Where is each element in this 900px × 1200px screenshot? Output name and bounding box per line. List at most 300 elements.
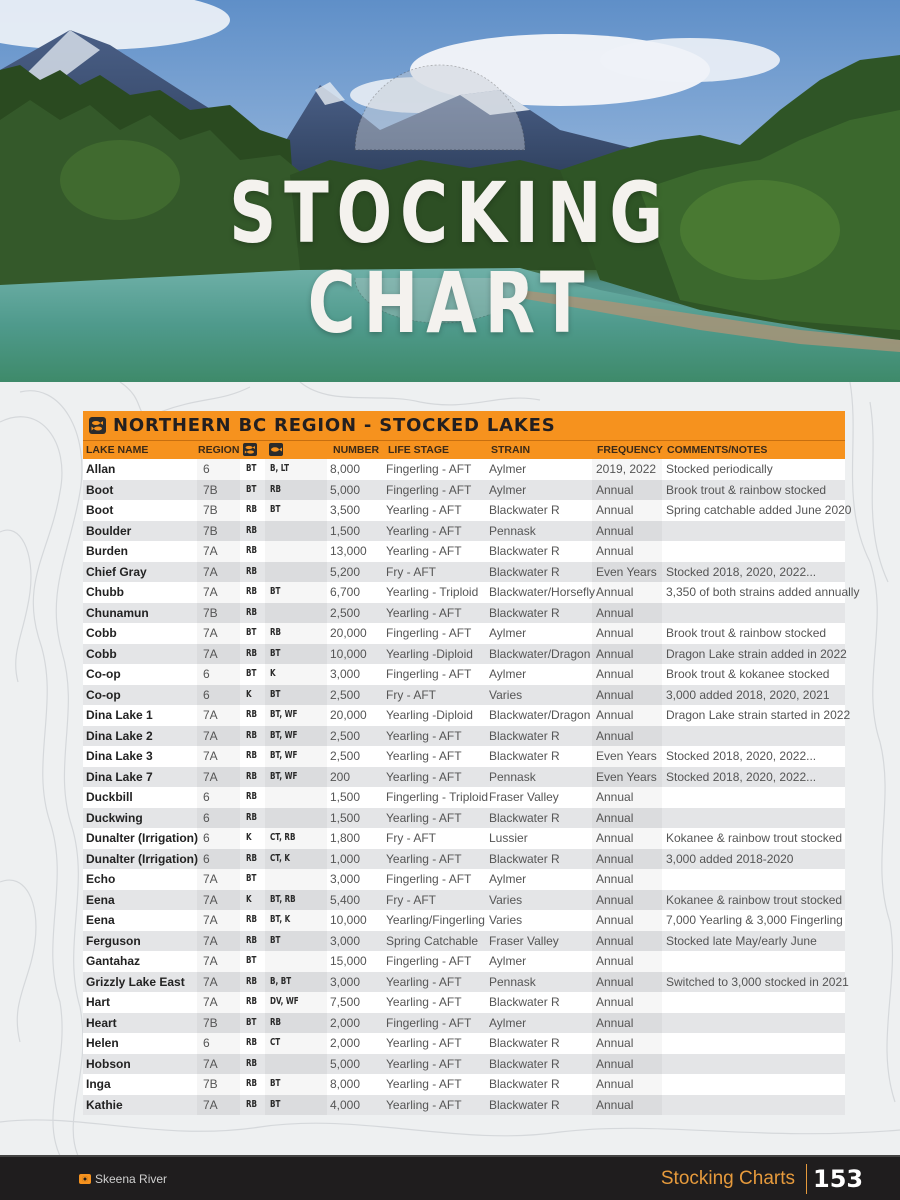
strain-cell: Blackwater/Dragon [489,708,591,722]
frequency-cell: Annual [596,708,634,722]
region-cell: 7A [203,974,218,989]
number-cell: 1,500 [330,523,361,538]
region-cell: 7A [203,708,218,722]
stocked-species-cell: RB [246,770,258,782]
other-species-cell: BT, WF [270,729,298,741]
table-row [83,1095,845,1116]
frequency-cell: Annual [596,872,634,886]
life-stage-cell: Fingerling - AFT [386,667,472,681]
notes-cell: Stocked 2018, 2020, 2022... [666,564,817,579]
strain-cell: Blackwater R [489,544,560,558]
table-row [83,787,845,808]
number-cell: 3,000 [330,933,361,948]
stocked-species-cell: RB [246,791,258,802]
lake-name-cell: Boulder [86,523,132,538]
table-row [83,480,845,501]
table-row [83,746,845,767]
stocked-species-cell: RB [246,1037,258,1048]
table-row [83,869,845,890]
other-species-cell: BT, WF [270,770,298,782]
stocked-species-cell: K [246,832,252,843]
column-shade [265,951,327,972]
table-header-row [83,441,845,459]
strain-cell: Blackwater R [489,851,560,866]
strain-cell: Varies [489,892,523,907]
other-species-cell: B, LT [270,463,290,474]
other-species-cell: K [270,668,276,679]
frequency-cell: Annual [596,503,634,517]
table-body [83,459,860,1115]
other-species-cell: CT [270,1037,281,1048]
frequency-cell: Even Years [596,564,657,579]
life-stage-cell: Yearling - AFT [386,728,462,743]
section-name: Stocking Charts [660,1168,795,1189]
region-cell: 6 [203,851,210,866]
number-cell: 4,000 [330,1097,361,1112]
table-row [83,685,845,706]
notes-cell: Stocked periodically [666,462,773,476]
lake-name-cell: Boot [86,503,114,517]
frequency-cell: Annual [596,954,634,968]
number-cell: 1,500 [330,810,361,825]
frequency-cell: Annual [596,585,634,599]
life-stage-cell: Fingerling - AFT [386,626,472,640]
frequency-cell: Annual [596,995,634,1009]
life-stage-cell: Yearling - AFT [386,503,462,517]
stocked-species-cell: BT [246,627,257,638]
table-title: NORTHERN BC REGION - STOCKED LAKES [113,415,556,436]
other-species-cell: BT, WF [270,709,298,720]
region-cell: 6 [203,687,210,702]
region-cell: 7A [203,585,218,599]
strain-cell: Aylmer [489,872,527,886]
strain-cell: Blackwater R [489,1097,560,1112]
life-stage-cell: Fingerling - AFT [386,482,472,497]
region-cell: 7A [203,749,218,763]
region-cell: 7B [203,523,218,538]
life-stage-cell: Fingerling - AFT [386,954,472,968]
life-stage-cell: Yearling - AFT [386,605,462,620]
table-row [83,828,845,849]
lake-name-cell: Co-op [86,667,121,681]
frequency-cell: Even Years [596,749,657,763]
notes-cell: Dragon Lake strain started in 2022 [666,708,851,722]
column-header-region: REGION [198,444,240,456]
column-shade [265,808,327,829]
number-cell: 2,000 [330,1015,361,1030]
lake-name-cell: Kathie [86,1097,123,1112]
lake-name-cell: Allan [86,462,116,476]
lake-name-cell: Burden [86,544,128,558]
lake-name-cell: Dunalter (Irrigation) [86,831,199,845]
life-stage-cell: Fingerling - AFT [386,462,472,476]
notes-cell: Stocked 2018, 2020, 2022... [666,749,817,763]
region-cell: 6 [203,790,210,804]
other-species-cell: BT [270,647,281,659]
stocked-species-cell: RB [246,852,258,864]
lake-name-cell: Duckwing [86,810,143,825]
strain-cell: Lussier [489,831,528,845]
lake-name-cell: Dunalter (Irrigation) [86,851,199,866]
stocked-species-cell: RB [246,811,258,823]
life-stage-cell: Yearling - AFT [386,1036,462,1050]
stocked-species-cell: RB [246,545,258,556]
frequency-cell: Annual [596,831,634,845]
frequency-cell: Annual [596,605,634,620]
strain-cell: Blackwater R [489,564,560,579]
life-stage-cell: Fingerling - Triploid [386,790,489,804]
number-cell: 10,000 [330,646,367,661]
region-cell: 6 [203,667,210,681]
frequency-cell: Annual [596,810,634,825]
lake-name-cell: Heart [86,1015,117,1030]
column-shade [265,562,327,583]
life-stage-cell: Fingerling - AFT [386,1015,472,1030]
life-stage-cell: Fry - AFT [386,687,436,702]
region-cell: 6 [203,810,210,825]
number-cell: 2,500 [330,728,361,743]
life-stage-cell: Yearling - AFT [386,810,462,825]
camera-icon [79,1174,91,1184]
lake-name-cell: Duckbill [86,790,133,804]
lake-name-cell: Gantahaz [86,954,141,968]
region-cell: 7B [203,1015,218,1030]
lake-name-cell: Chunamun [86,605,149,620]
strain-cell: Blackwater R [489,503,560,517]
other-species-cell: B, BT [270,975,292,987]
life-stage-cell: Yearling -Diploid [386,708,473,722]
notes-cell: Brook trout & kokanee stocked [666,667,830,681]
strain-cell: Aylmer [489,626,527,640]
number-cell: 8,000 [330,462,361,476]
life-stage-cell: Yearling - AFT [386,544,462,558]
stocked-species-cell: RB [246,1098,258,1110]
column-shade [265,521,327,542]
region-cell: 7A [203,872,218,886]
lake-name-cell: Boot [86,482,114,497]
number-cell: 1,800 [330,831,361,845]
number-cell: 3,000 [330,872,361,886]
stocked-species-cell: RB [246,1078,258,1089]
table-row [83,849,845,870]
frequency-cell: Annual [596,913,634,927]
region-cell: 7B [203,605,218,620]
fish-stocked-icon [243,443,257,456]
lake-name-cell: Grizzly Lake East [86,974,185,989]
stocked-species-cell: RB [246,996,258,1007]
other-species-cell: CT, RB [270,832,296,843]
lake-name-cell: Helen [86,1036,119,1050]
stocked-species-cell: RB [246,975,258,987]
number-cell: 2,500 [330,605,361,620]
column-header-strain: STRAIN [491,444,531,456]
number-cell: 5,400 [330,892,361,907]
other-species-cell: BT [270,688,281,700]
life-stage-cell: Yearling - AFT [386,995,462,1009]
frequency-cell: Annual [596,626,634,640]
other-species-cell: DV, WF [270,996,299,1007]
notes-cell: Switched to 3,000 stocked in 2021 [666,974,849,989]
table-row [83,890,845,911]
lake-name-cell: Ferguson [86,933,141,948]
lake-name-cell: Hart [86,995,111,1009]
notes-cell: 3,000 added 2018-2020 [666,851,794,866]
frequency-cell: Annual [596,1097,634,1112]
number-cell: 5,000 [330,1056,361,1071]
stocked-species-cell: RB [246,709,258,720]
stocked-species-cell: K [246,688,252,700]
stocked-species-cell: K [246,893,252,905]
frequency-cell: Annual [596,482,634,497]
strain-cell: Aylmer [489,462,527,476]
number-cell: 1,000 [330,851,361,866]
stocking-table [83,411,860,1115]
strain-cell: Aylmer [489,954,527,968]
region-cell: 7B [203,1077,218,1091]
region-cell: 6 [203,1036,210,1050]
other-species-cell: RB [270,627,282,638]
column-header-life-stage: LIFE STAGE [388,444,450,456]
strain-cell: Blackwater R [489,1036,560,1050]
table-row [83,562,845,583]
stocked-species-cell: RB [246,565,258,577]
life-stage-cell: Yearling - AFT [386,1097,462,1112]
life-stage-cell: Yearling - AFT [386,749,462,763]
lake-name-cell: Dina Lake 2 [86,728,153,743]
column-shade [265,787,327,808]
number-cell: 5,000 [330,482,361,497]
other-species-cell: BT, WF [270,750,298,761]
table-row [83,459,845,480]
life-stage-cell: Fingerling - AFT [386,872,472,886]
strain-cell: Pennask [489,769,536,784]
lake-name-cell: Inga [86,1077,111,1091]
table-row [83,603,845,624]
stocked-species-cell: RB [246,750,258,761]
table-row [83,541,845,562]
other-species-cell: RB [270,1016,282,1028]
other-species-cell: BT [270,934,281,946]
frequency-cell: Annual [596,544,634,558]
frequency-cell: Annual [596,933,634,948]
region-cell: 7A [203,892,218,907]
table-row [83,931,845,952]
number-cell: 13,000 [330,544,367,558]
notes-cell: 3,000 added 2018, 2020, 2021 [666,687,830,702]
life-stage-cell: Fry - AFT [386,831,436,845]
region-cell: 7A [203,1097,218,1112]
region-cell: 6 [203,831,210,845]
lake-name-cell: Hobson [86,1056,131,1071]
table-row [83,767,845,788]
hero-photo [0,0,900,382]
column-header-comments-notes: COMMENTS/NOTES [667,444,768,456]
number-cell: 8,000 [330,1077,361,1091]
strain-cell: Aylmer [489,667,527,681]
notes-cell: Brook trout & rainbow stocked [666,482,827,497]
number-cell: 2,500 [330,749,361,763]
notes-cell: Stocked late May/early June [666,933,817,948]
frequency-cell: Annual [596,687,634,702]
stocked-species-cell: BT [246,1016,257,1028]
strain-cell: Blackwater/Horsefly [489,585,596,599]
fish-icon [89,417,106,434]
region-cell: 7A [203,933,218,948]
stocked-species-cell: RB [246,914,258,925]
table-row [83,1033,845,1054]
life-stage-cell: Yearling - AFT [386,769,462,784]
lake-name-cell: Eena [86,913,115,927]
table-row [83,726,845,747]
number-cell: 2,500 [330,687,361,702]
life-stage-cell: Fry - AFT [386,564,436,579]
stocked-species-cell: BT [246,873,257,884]
region-cell: 7A [203,995,218,1009]
strain-cell: Fraser Valley [489,790,559,804]
life-stage-cell: Yearling - Triploid [386,585,479,599]
lake-name-cell: Eena [86,892,115,907]
strain-cell: Pennask [489,523,536,538]
strain-cell: Blackwater R [489,1077,560,1091]
frequency-cell: Annual [596,851,634,866]
notes-cell: Dragon Lake strain added in 2022 [666,646,847,661]
notes-cell: 3,350 of both strains added annually [666,585,860,599]
lake-name-cell: Co-op [86,687,121,702]
number-cell: 3,000 [330,667,361,681]
stocked-species-cell: BT [246,668,257,679]
number-cell: 1,500 [330,790,361,804]
strain-cell: Varies [489,913,523,927]
lake-name-cell: Dina Lake 1 [86,708,153,722]
table-row [83,582,860,603]
frequency-cell: Annual [596,646,634,661]
stocked-species-cell: BT [246,483,257,495]
page-number: 153 [813,1165,864,1193]
column-header-number: NUMBER [333,444,380,456]
stocked-species-cell: RB [246,647,258,659]
notes-cell: 7,000 Yearling & 3,000 Fingerling [666,913,843,927]
column-shade [265,869,327,890]
strain-cell: Blackwater/Dragon [489,646,591,661]
number-cell: 15,000 [330,954,367,968]
notes-cell: Kokanee & rainbow trout stocked [666,831,843,845]
table-row [83,1054,845,1075]
number-cell: 200 [330,769,351,784]
notes-cell: Brook trout & rainbow stocked [666,626,827,640]
strain-cell: Blackwater R [489,810,560,825]
frequency-cell: Annual [596,1077,634,1091]
stocked-species-cell: BT [246,955,257,966]
other-species-cell: RB [270,483,282,495]
frequency-cell: Annual [596,667,634,681]
number-cell: 5,200 [330,564,361,579]
stocked-species-cell: RB [246,586,258,597]
number-cell: 2,000 [330,1036,361,1050]
region-cell: 7A [203,646,218,661]
life-stage-cell: Yearling - AFT [386,523,462,538]
life-stage-cell: Yearling -Diploid [386,646,473,661]
region-cell: 7A [203,769,218,784]
column-header-frequency: FREQUENCY [597,444,663,456]
region-cell: 7A [203,954,218,968]
number-cell: 20,000 [330,626,367,640]
notes-cell: Spring catchable added June 2020 [666,503,852,517]
frequency-cell: Annual [596,728,634,743]
life-stage-cell: Fry - AFT [386,892,436,907]
strain-cell: Blackwater R [489,1056,560,1071]
strain-cell: Varies [489,687,523,702]
region-cell: 7B [203,503,218,517]
footer-divider [806,1164,807,1194]
stocked-species-cell: RB [246,729,258,741]
frequency-cell: Annual [596,974,634,989]
column-shade [265,603,327,624]
table-row [83,644,845,665]
column-header-lake-name: LAKE NAME [86,444,149,456]
stocked-species-cell: RB [246,504,258,515]
strain-cell: Blackwater R [489,995,560,1009]
photo-credit: Skeena River [95,1172,168,1186]
other-species-cell: BT, RB [270,893,296,905]
lake-name-cell: Dina Lake 3 [86,749,153,763]
region-cell: 7A [203,1056,218,1071]
other-species-cell: BT [270,1098,281,1110]
table-row [83,951,845,972]
number-cell: 3,000 [330,974,361,989]
other-species-cell: CT, K [270,852,290,864]
table-row [83,1074,845,1095]
strain-cell: Aylmer [489,482,527,497]
column-shade [265,1054,327,1075]
frequency-cell: Even Years [596,769,657,784]
frequency-cell: Annual [596,790,634,804]
strain-cell: Pennask [489,974,536,989]
lake-name-cell: Cobb [86,626,117,640]
lake-name-cell: Chubb [86,585,124,599]
life-stage-cell: Spring Catchable [386,933,479,948]
life-stage-cell: Yearling - AFT [386,1077,462,1091]
table-row [83,705,851,726]
page-title: STOCKING CHART [229,164,671,352]
table-title-bar [83,411,845,441]
frequency-cell: Annual [596,1015,634,1030]
region-cell: 7A [203,626,218,640]
strain-cell: Aylmer [489,1015,527,1030]
life-stage-cell: Yearling - AFT [386,974,462,989]
life-stage-cell: Yearling/Fingerling [386,913,485,927]
region-cell: 7B [203,482,218,497]
stocked-species-cell: BT [246,463,257,474]
stocked-species-cell: RB [246,524,258,536]
notes-cell: Stocked 2018, 2020, 2022... [666,769,817,784]
page-footer [0,1155,900,1200]
strain-cell: Blackwater R [489,749,560,763]
other-species-cell: BT [270,586,281,597]
life-stage-cell: Yearling - AFT [386,851,462,866]
other-species-cell: BT [270,504,281,515]
notes-cell: Kokanee & rainbow trout stocked [666,892,843,907]
table-row [83,808,845,829]
table-row [83,1013,845,1034]
region-cell: 7A [203,913,218,927]
region-cell: 7A [203,544,218,558]
number-cell: 20,000 [330,708,367,722]
other-species-cell: BT [270,1078,281,1089]
table-row [83,521,845,542]
frequency-cell: Annual [596,892,634,907]
region-cell: 7A [203,728,218,743]
number-cell: 7,500 [330,995,361,1009]
